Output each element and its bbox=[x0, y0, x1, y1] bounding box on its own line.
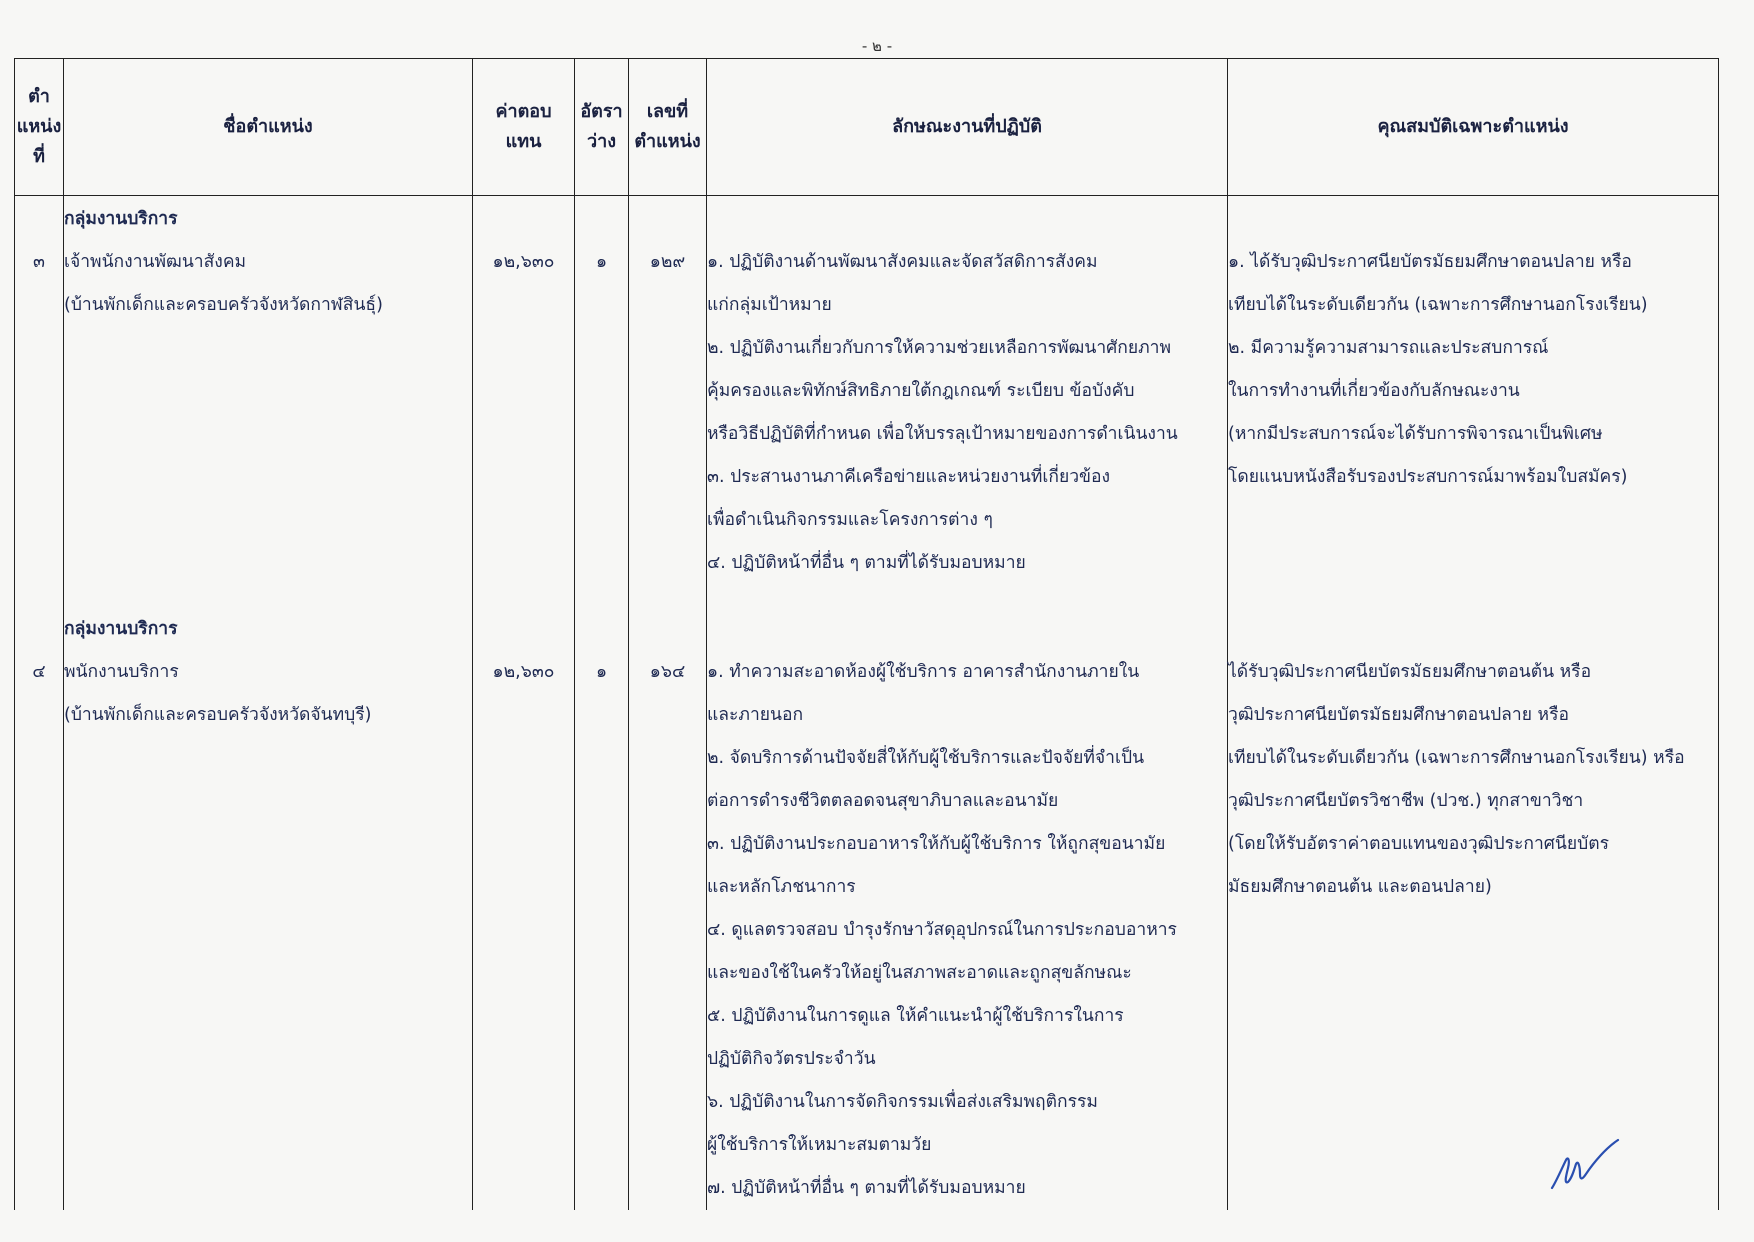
position-order: ๓ bbox=[33, 252, 45, 272]
duty-line: ๑. ปฏิบัติงานด้านพัฒนาสังคมและจัดสวัสดิการสังคม bbox=[707, 252, 1098, 272]
qualifications-cell bbox=[1228, 585, 1719, 1210]
table-header-row bbox=[15, 59, 1719, 196]
vacancy-cell bbox=[575, 196, 629, 586]
header-position-title: ชื่อตำแหน่ง bbox=[64, 59, 473, 196]
duty-line: ต่อการดำรงชีวิตตลอดจนสุขาภิบาลและอนามัย bbox=[707, 791, 1059, 811]
page-number: - ๒ - bbox=[861, 37, 893, 55]
position-number: ๑๖๔ bbox=[649, 662, 686, 682]
duties-cell bbox=[707, 196, 1228, 586]
duty-line: ๔. ปฏิบัติหน้าที่อื่น ๆ ตามที่ได้รับมอบหมาย bbox=[707, 553, 1026, 573]
salary-cell bbox=[473, 585, 575, 1210]
qualification-line: เทียบได้ในระดับเดียวกัน (เฉพาะการศึกษานอกโรงเรียน) bbox=[1228, 295, 1648, 315]
salary: ๑๒,๖๓๐ bbox=[492, 662, 555, 682]
position-order-cell bbox=[15, 585, 64, 1210]
header-position-number: เลขที่ ตำแหน่ง bbox=[629, 59, 707, 196]
header-salary: ค่าตอบ แทน bbox=[473, 59, 575, 196]
duty-line: ผู้ใช้บริการให้เหมาะสมตามวัย bbox=[707, 1135, 932, 1155]
qualification-line: ในการทำงานที่เกี่ยวข้องกับลักษณะงาน bbox=[1228, 381, 1520, 401]
position-unit: (บ้านพักเด็กและครอบครัวจังหวัดกาฬสินธุ์) bbox=[64, 295, 383, 315]
header-duties: ลักษณะงานที่ปฏิบัติ bbox=[707, 59, 1228, 196]
vacancy-cell bbox=[575, 585, 629, 1210]
table-row bbox=[15, 585, 1719, 1210]
qualification-line: เทียบได้ในระดับเดียวกัน (เฉพาะการศึกษานอกโรงเรียน) หรือ bbox=[1228, 748, 1685, 768]
vacancy: ๑ bbox=[595, 662, 608, 682]
qualification-line: ๑. ได้รับวุฒิประกาศนียบัตรมัธยมศึกษาตอนปลาย หรือ bbox=[1228, 252, 1632, 272]
qualification-line: วุฒิประกาศนียบัตรวิชาชีพ (ปวช.) ทุกสาขาวิชา bbox=[1228, 791, 1584, 811]
duty-line: ๒. ปฏิบัติงานเกี่ยวกับการให้ความช่วยเหลือการพัฒนาศักยภาพ bbox=[707, 338, 1172, 358]
qualification-line: มัธยมศึกษาตอนต้น และตอนปลาย) bbox=[1228, 877, 1492, 897]
group-name: กลุ่มงานบริการ bbox=[64, 619, 178, 639]
duty-line: ๕. ปฏิบัติงานในการดูแล ให้คำแนะนำผู้ใช้บริการในการ bbox=[707, 1006, 1124, 1026]
position-title: พนักงานบริการ bbox=[64, 662, 179, 682]
duty-line: ๖. ปฏิบัติงานในการจัดกิจกรรมเพื่อส่งเสริมพฤติกรรม bbox=[707, 1092, 1098, 1112]
vacancy: ๑ bbox=[595, 252, 608, 272]
header-position-order: ตำ แหน่ง ที่ bbox=[15, 59, 64, 196]
duty-line: และหลักโภชนาการ bbox=[707, 877, 856, 897]
position-order: ๔ bbox=[32, 662, 46, 682]
table-row bbox=[15, 196, 1719, 586]
position-number-cell bbox=[629, 585, 707, 1210]
duty-line: ๑. ทำความสะอาดห้องผู้ใช้บริการ อาคารสำนักงานภายใน bbox=[707, 662, 1140, 682]
duty-line: ปฏิบัติกิจวัตรประจำวัน bbox=[707, 1049, 876, 1069]
qualifications-cell bbox=[1228, 196, 1719, 586]
position-number: ๑๒๙ bbox=[649, 252, 686, 272]
positions-table bbox=[14, 58, 1719, 1210]
position-title: เจ้าพนักงานพัฒนาสังคม bbox=[64, 252, 247, 272]
duty-line: แก่กลุ่มเป้าหมาย bbox=[707, 295, 832, 315]
position-title-cell bbox=[64, 585, 473, 1210]
duty-line: เพื่อดำเนินกิจกรรมและโครงการต่าง ๆ bbox=[707, 510, 993, 530]
qualification-line: วุฒิประกาศนียบัตรมัธยมศึกษาตอนปลาย หรือ bbox=[1228, 705, 1569, 725]
duty-line: หรือวิธีปฏิบัติที่กำหนด เพื่อให้บรรลุเป้าหมายของการดำเนินงาน bbox=[707, 424, 1178, 444]
duty-line: ๗. ปฏิบัติหน้าที่อื่น ๆ ตามที่ได้รับมอบหมาย bbox=[707, 1178, 1026, 1198]
duty-line: และภายนอก bbox=[707, 705, 804, 725]
duty-line: คุ้มครองและพิทักษ์สิทธิภายใต้กฎเกณฑ์ ระเบียบ ข้อบังคับ bbox=[707, 381, 1135, 401]
qualification-line: (หากมีประสบการณ์จะได้รับการพิจารณาเป็นพิเศษ bbox=[1228, 424, 1603, 444]
position-order-cell bbox=[15, 196, 64, 586]
header-qualifications: คุณสมบัติเฉพาะตำแหน่ง bbox=[1228, 59, 1719, 196]
duty-line: ๒. จัดบริการด้านปัจจัยสี่ให้กับผู้ใช้บริการและปัจจัยที่จำเป็น bbox=[707, 748, 1145, 768]
salary-cell bbox=[473, 196, 575, 586]
duty-line: และของใช้ในครัวให้อยู่ในสภาพสะอาดและถูกสุขลักษณะ bbox=[707, 963, 1132, 983]
duty-line: ๓. ปฏิบัติงานประกอบอาหารให้กับผู้ใช้บริการ ให้ถูกสุขอนามัย bbox=[707, 834, 1166, 854]
header-vacancy: อัตรา ว่าง bbox=[575, 59, 629, 196]
qualification-line: ได้รับวุฒิประกาศนียบัตรมัธยมศึกษาตอนต้น หรือ bbox=[1228, 662, 1592, 682]
duty-line: ๓. ประสานงานภาคีเครือข่ายและหน่วยงานที่เกี่ยวข้อง bbox=[707, 467, 1111, 487]
signature-mark bbox=[1546, 1130, 1622, 1200]
qualification-line: โดยแนบหนังสือรับรองประสบการณ์มาพร้อมใบสมัคร) bbox=[1228, 467, 1628, 487]
position-number-cell bbox=[629, 196, 707, 586]
group-name: กลุ่มงานบริการ bbox=[64, 209, 178, 229]
salary: ๑๒,๖๓๐ bbox=[492, 252, 555, 272]
qualification-line: (โดยให้รับอัตราค่าตอบแทนของวุฒิประกาศนียบัตร bbox=[1228, 834, 1610, 854]
position-unit: (บ้านพักเด็กและครอบครัวจังหวัดจันทบุรี) bbox=[64, 705, 372, 725]
duty-line: ๔. ดูแลตรวจสอบ บำรุงรักษาวัสดุอุปกรณ์ในการประกอบอาหาร bbox=[707, 920, 1177, 940]
position-title-cell bbox=[64, 196, 473, 586]
qualification-line: ๒. มีความรู้ความสามารถและประสบการณ์ bbox=[1228, 338, 1549, 358]
duties-cell bbox=[707, 585, 1228, 1210]
